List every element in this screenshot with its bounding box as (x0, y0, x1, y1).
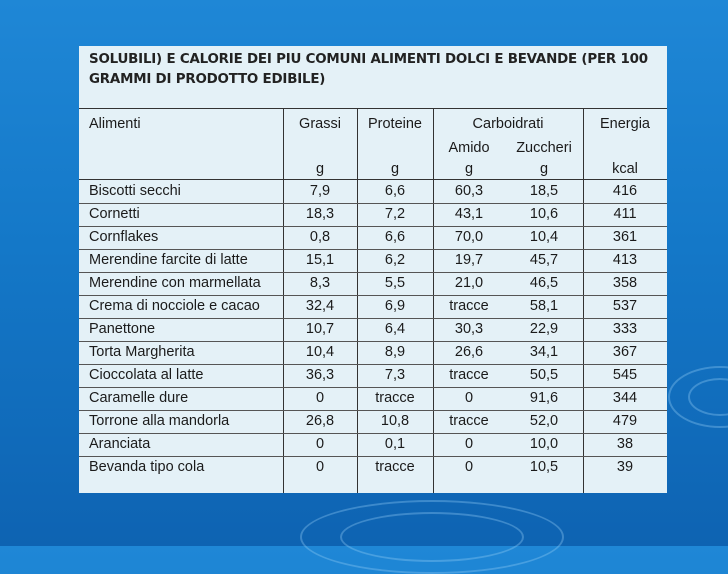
unit-grassi: g (315, 161, 325, 177)
proteine-value: tracce (375, 390, 415, 406)
amido-value: tracce (449, 298, 489, 314)
zuccheri-value: 10,4 (529, 229, 559, 245)
grassi-value: 10,4 (305, 344, 335, 360)
grassi-value: 0 (315, 459, 325, 475)
food-name: Cioccolata al latte (89, 367, 204, 383)
energia-value: 416 (612, 183, 638, 199)
amido-value: 60,3 (454, 183, 484, 199)
grassi-value: 26,8 (305, 413, 335, 429)
unit-proteine: g (390, 161, 400, 177)
zuccheri-value: 50,5 (529, 367, 559, 383)
amido-value: 30,3 (454, 321, 484, 337)
amido-value: 21,0 (454, 275, 484, 291)
amido-value: 0 (464, 436, 474, 452)
proteine-value: 7,2 (384, 206, 406, 222)
proteine-value: tracce (375, 459, 415, 475)
zuccheri-value: 58,1 (529, 298, 559, 314)
food-name: Merendine farcite di latte (89, 252, 248, 268)
grassi-value: 10,7 (305, 321, 335, 337)
food-name: Merendine con marmellata (89, 275, 261, 291)
amido-value: 0 (464, 390, 474, 406)
energia-value: 358 (612, 275, 638, 291)
proteine-value: 6,6 (384, 183, 406, 199)
zuccheri-value: 22,9 (529, 321, 559, 337)
food-name: Panettone (89, 321, 156, 337)
nutrition-table-panel (79, 46, 667, 493)
grassi-value: 0 (315, 436, 325, 452)
proteine-value: 8,9 (384, 344, 406, 360)
food-name: Bevanda tipo cola (89, 459, 205, 475)
header-energia: Energia (600, 116, 650, 132)
food-name: Cornflakes (89, 229, 159, 245)
food-name: Torta Margherita (89, 344, 195, 360)
proteine-value: 6,2 (384, 252, 406, 268)
zuccheri-value: 91,6 (529, 390, 559, 406)
food-name: Caramelle dure (89, 390, 189, 406)
energia-value: 413 (612, 252, 638, 268)
grassi-value: 36,3 (305, 367, 335, 383)
energia-value: 39 (616, 459, 634, 475)
amido-value: 26,6 (454, 344, 484, 360)
header-alimenti: Alimenti (89, 116, 141, 132)
unit-zuccheri: g (539, 161, 549, 177)
grassi-value: 32,4 (305, 298, 335, 314)
food-name: Torrone alla mandorla (89, 413, 230, 429)
food-name: Cornetti (89, 206, 140, 222)
unit-amido: g (464, 161, 474, 177)
food-name: Aranciata (89, 436, 151, 452)
zuccheri-value: 52,0 (529, 413, 559, 429)
ripple-decoration (340, 512, 524, 562)
energia-value: 344 (612, 390, 638, 406)
grassi-value: 0 (315, 390, 325, 406)
proteine-value: 10,8 (380, 413, 410, 429)
food-name: Crema di nocciole e cacao (89, 298, 260, 314)
zuccheri-value: 45,7 (529, 252, 559, 268)
proteine-value: 6,9 (384, 298, 406, 314)
proteine-value: 7,3 (384, 367, 406, 383)
zuccheri-value: 34,1 (529, 344, 559, 360)
energia-value: 545 (612, 367, 638, 383)
ripple-decoration (668, 366, 728, 428)
proteine-value: 0,1 (384, 436, 406, 452)
grassi-value: 15,1 (305, 252, 335, 268)
grassi-value: 7,9 (309, 183, 331, 199)
grassi-value: 8,3 (309, 275, 331, 291)
header-carboidrati: Carboidrati (472, 116, 544, 132)
energia-value: 411 (613, 206, 637, 222)
amido-value: 19,7 (454, 252, 484, 268)
header-zuccheri: Zuccheri (516, 140, 572, 156)
zuccheri-value: 10,5 (529, 459, 559, 475)
zuccheri-value: 10,6 (529, 206, 559, 222)
table-top-border (79, 108, 667, 109)
header-grassi: Grassi (299, 116, 341, 132)
amido-value: 43,1 (454, 206, 484, 222)
zuccheri-value: 18,5 (529, 183, 559, 199)
amido-value: tracce (449, 413, 489, 429)
amido-value: 0 (464, 459, 474, 475)
header-proteine: Proteine (367, 116, 422, 132)
grassi-value: 18,3 (305, 206, 335, 222)
table-title: SOLUBILI) E CALORIE DEI PIU COMUNI ALIMENTI DOLCI E BEVANDE (PER 100 GRAMMI DI PRODOTTO EDIBILE) (89, 52, 648, 87)
unit-energia: kcal (612, 161, 638, 177)
zuccheri-value: 46,5 (529, 275, 559, 291)
grassi-value: 0,8 (309, 229, 331, 245)
proteine-value: 6,4 (384, 321, 406, 337)
food-name: Biscotti secchi (89, 183, 181, 199)
energia-value: 38 (616, 436, 634, 452)
energia-value: 361 (612, 229, 638, 245)
proteine-value: 6,6 (384, 229, 406, 245)
header-amido: Amido (448, 140, 490, 156)
energia-value: 333 (612, 321, 638, 337)
amido-value: tracce (449, 367, 489, 383)
energia-value: 537 (612, 298, 638, 314)
proteine-value: 5,5 (384, 275, 406, 291)
amido-value: 70,0 (454, 229, 484, 245)
zuccheri-value: 10,0 (529, 436, 559, 452)
energia-value: 367 (612, 344, 638, 360)
energia-value: 479 (612, 413, 638, 429)
